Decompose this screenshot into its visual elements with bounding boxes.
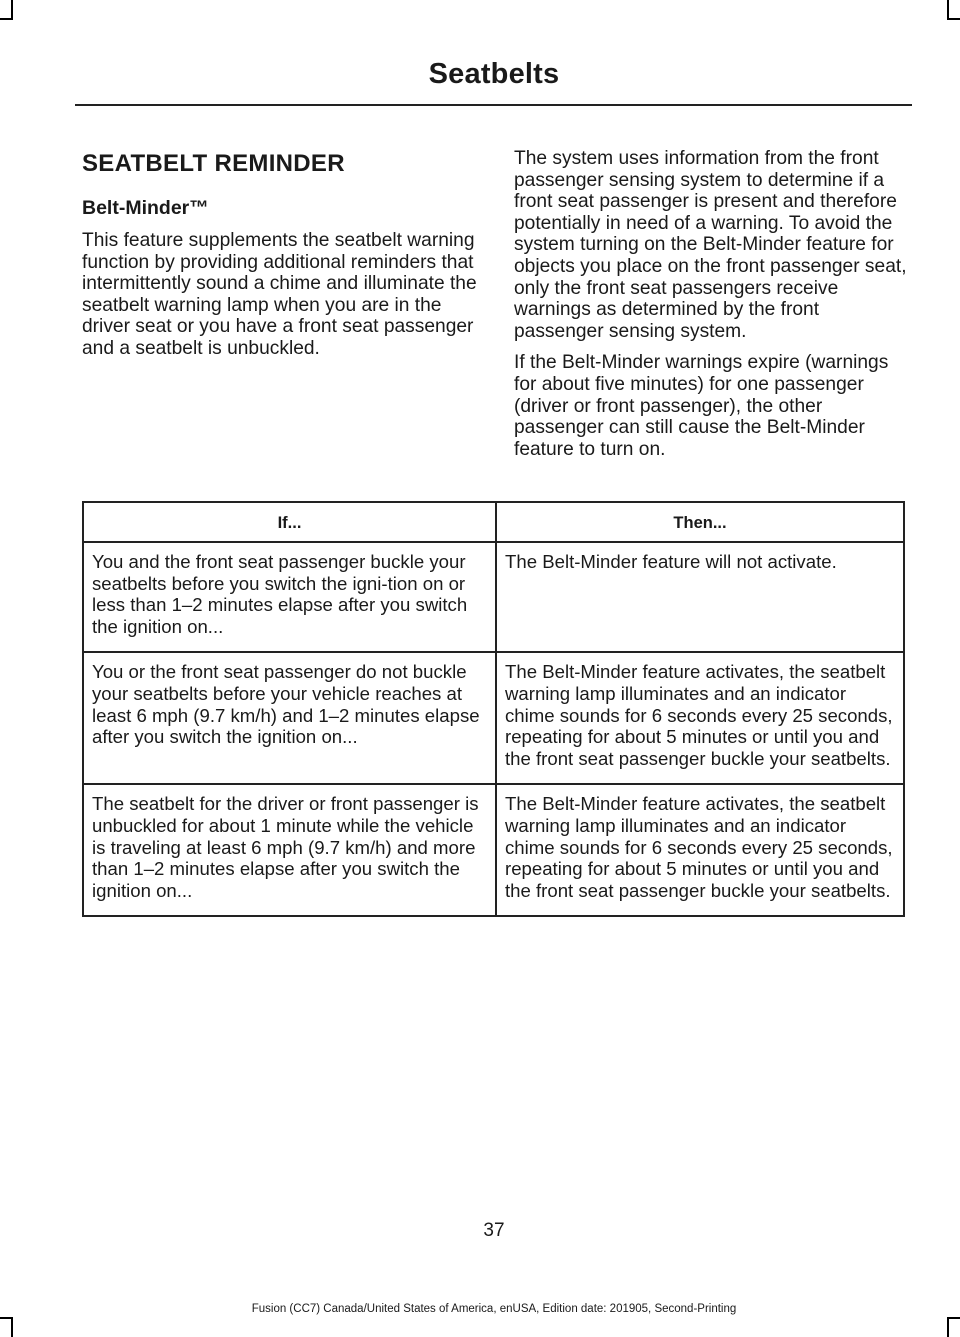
footer-edition: Fusion (CC7) Canada/United States of America, enUSA, Edition date: 201905, Second-Printing (251, 1303, 737, 1315)
left-column (82, 150, 482, 370)
expire-paragraph: If the Belt-Minder warnings expire (warnings for about five minutes) for one passenger (driver or front passenger), the other passenger can still cause the Belt-Minder feature to turn on. (514, 352, 889, 460)
crop-mark (11, 0, 13, 18)
crop-mark (947, 18, 960, 20)
header-divider (75, 104, 912, 106)
page-number: 37 (483, 1220, 505, 1241)
table-header-row (83, 502, 904, 542)
condition-cell: The seatbelt for the driver or front passenger is unbuckled for about 1 minute while the vehicle is traveling at least 6 mph (9.7 km/h) and more than 1–2 minutes elapse after you switch the ignition on... (83, 784, 496, 916)
result-cell: The Belt-Minder feature activates, the seatbelt warning lamp illuminates and an indicator chime sounds for 6 seconds every 25 seconds, repeating for about 5 minutes or until you and the front seat passenger buckle your seatbelts. (496, 784, 904, 916)
table-row (83, 542, 904, 652)
subheading: Belt-Minder™ (82, 197, 209, 219)
result-cell: The Belt-Minder feature activates, the seatbelt warning lamp illuminates and an indicator chime sounds for 6 seconds every 25 seconds, repeating for about 5 minutes or until you and the front seat passenger buckle your seatbelts. (496, 652, 904, 784)
condition-cell: You and the front seat passenger buckle your seatbelts before you switch the igni-tion on or less than 1–2 minutes elapse after you switch the ignition on... (83, 542, 496, 652)
column-header-then: Then... (496, 502, 904, 542)
crop-mark (947, 1317, 960, 1319)
table-row (83, 784, 904, 916)
condition-cell: You or the front seat passenger do not buckle your seatbelts before your vehicle reaches at least 6 mph (9.7 km/h) and 1–2 minutes elapse after you switch the ignition on... (83, 652, 496, 784)
column-header-if: If... (83, 502, 496, 542)
crop-mark (947, 1317, 949, 1337)
right-column (514, 148, 910, 470)
section-title: Seatbelts (428, 58, 560, 90)
crop-mark (0, 1317, 13, 1319)
intro-paragraph: This feature supplements the seatbelt warning function by providing additional reminders that intermittently sound a chime and illuminate the seatbelt warning lamp when you are in the driver seat or you have a front seat passenger and a seatbelt is unbuckled. (82, 230, 477, 359)
table-row (83, 652, 904, 784)
result-cell: The Belt-Minder feature will not activate. (496, 542, 904, 652)
section-heading: SEATBELT REMINDER (82, 150, 345, 177)
crop-mark (0, 18, 13, 20)
sensing-paragraph: The system uses information from the front passenger sensing system to determine if a front seat passenger is present and therefore potentially in need of a warning. To avoid the system turning on the Belt-Minder feature for objects you place on the front passenger seat, only the front seat passengers receive warnings as determined by the front passenger sensing system. (514, 148, 907, 342)
crop-mark (947, 0, 949, 18)
belt-minder-table (82, 501, 905, 917)
crop-mark (11, 1317, 13, 1337)
